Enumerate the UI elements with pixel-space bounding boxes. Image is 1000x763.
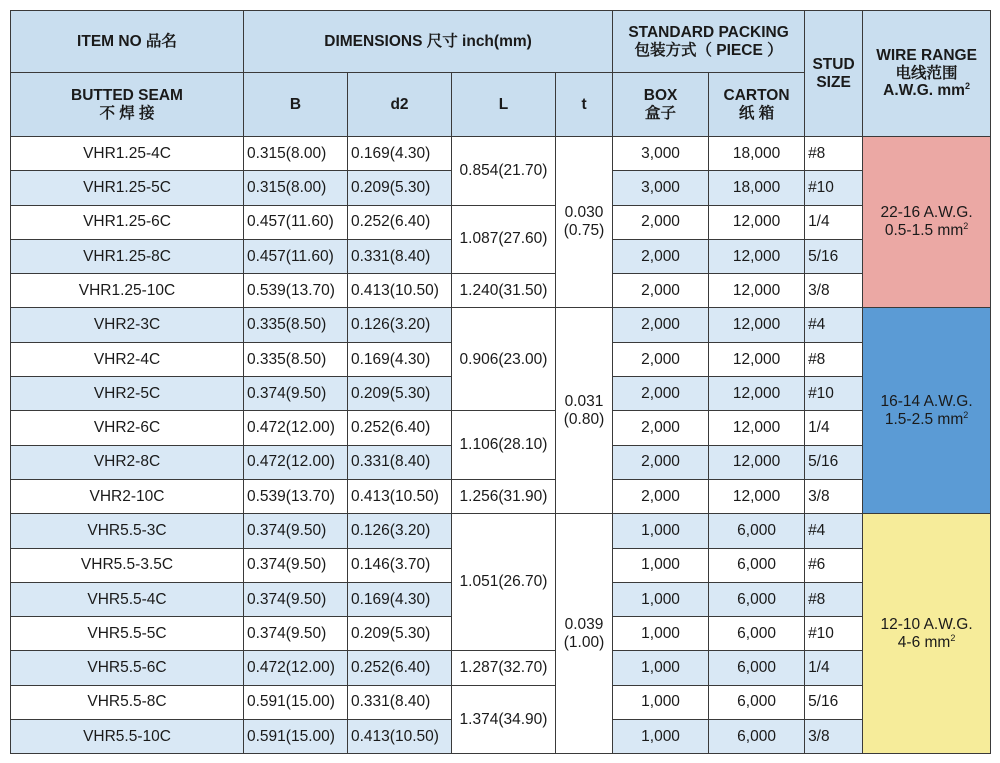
dim-b-cell: 0.591(15.00) — [244, 720, 348, 754]
box-qty-cell: 2,000 — [613, 411, 709, 445]
dim-b-cell: 0.335(8.50) — [244, 308, 348, 342]
box-header-line2: 盒子 — [645, 104, 677, 122]
carton-qty-cell: 12,000 — [709, 377, 805, 411]
dim-t-cell — [556, 514, 613, 754]
item-no-cell: VHR5.5-6C — [11, 651, 244, 685]
dim-d2-cell: 0.252(6.40) — [348, 411, 452, 445]
stud-size-cell: 3/8 — [805, 479, 863, 513]
box-qty-cell: 1,000 — [613, 617, 709, 651]
dim-l-cell: 1.051(26.70) — [452, 514, 556, 651]
box-qty-cell: 2,000 — [613, 239, 709, 273]
item-no-cell: VHR2-3C — [11, 308, 244, 342]
dim-l-cell: 1.287(32.70) — [452, 651, 556, 685]
seam-header-line1: BUTTED SEAM — [71, 86, 183, 104]
box-qty-cell: 3,000 — [613, 171, 709, 205]
dim-d2-cell: 0.413(10.50) — [348, 274, 452, 308]
dim-d2-cell: 0.252(6.40) — [348, 205, 452, 239]
stud-size-cell: #10 — [805, 171, 863, 205]
carton-qty-cell: 12,000 — [709, 308, 805, 342]
packing-header-line1: STANDARD PACKING — [628, 23, 789, 41]
dim-b-cell: 0.472(12.00) — [244, 411, 348, 445]
box-qty-cell: 1,000 — [613, 651, 709, 685]
stud-size-cell: 1/4 — [805, 411, 863, 445]
stud-size-header — [805, 11, 863, 137]
stud-header-line1: STUD — [812, 55, 855, 73]
wire-mm-sup: 2 — [963, 409, 969, 420]
t-value-line1: 0.031 — [564, 393, 604, 411]
t-value-line2: (0.75) — [563, 222, 605, 240]
carton-qty-cell: 6,000 — [709, 548, 805, 582]
table-row — [11, 479, 991, 513]
item-no-cell: VHR2-8C — [11, 445, 244, 479]
dim-l-cell: 1.240(31.50) — [452, 274, 556, 308]
wire-header-unit: A.W.G. mm — [883, 82, 965, 100]
carton-header — [709, 73, 805, 137]
item-no-cell: VHR5.5-10C — [11, 720, 244, 754]
carton-header-line1: CARTON — [723, 86, 790, 104]
dim-l-cell: 0.906(23.00) — [452, 308, 556, 411]
carton-qty-cell: 12,000 — [709, 342, 805, 376]
dim-d2-cell: 0.331(8.40) — [348, 685, 452, 719]
wire-range-cell — [863, 514, 991, 754]
item-no-cell: VHR2-4C — [11, 342, 244, 376]
item-no-cell: VHR2-10C — [11, 479, 244, 513]
box-qty-cell: 2,000 — [613, 479, 709, 513]
dim-d2-cell: 0.331(8.40) — [348, 445, 452, 479]
box-qty-cell: 2,000 — [613, 274, 709, 308]
stud-size-cell: 1/4 — [805, 651, 863, 685]
carton-qty-cell: 12,000 — [709, 411, 805, 445]
box-qty-cell: 2,000 — [613, 308, 709, 342]
dim-l-cell: 1.087(27.60) — [452, 205, 556, 274]
carton-qty-cell: 6,000 — [709, 617, 805, 651]
butted-seam-header — [11, 73, 244, 137]
carton-qty-cell: 6,000 — [709, 720, 805, 754]
dim-d2-cell: 0.169(4.30) — [348, 137, 452, 171]
dim-d2-cell: 0.331(8.40) — [348, 239, 452, 273]
dim-b-cell: 0.472(12.00) — [244, 651, 348, 685]
box-qty-cell: 2,000 — [613, 445, 709, 479]
table-row — [11, 411, 991, 445]
stud-size-cell: 1/4 — [805, 205, 863, 239]
dim-b-cell: 0.539(13.70) — [244, 479, 348, 513]
stud-size-cell: #4 — [805, 514, 863, 548]
box-qty-cell: 2,000 — [613, 205, 709, 239]
item-no-cell: VHR1.25-10C — [11, 274, 244, 308]
carton-qty-cell: 18,000 — [709, 137, 805, 171]
wire-header-line3 — [866, 82, 987, 100]
carton-qty-cell: 12,000 — [709, 274, 805, 308]
dim-b-cell: 0.591(15.00) — [244, 685, 348, 719]
stud-size-cell: #10 — [805, 377, 863, 411]
wire-awg: 22-16 A.W.G. — [880, 204, 973, 222]
box-qty-cell: 1,000 — [613, 685, 709, 719]
wire-header-sup: 2 — [964, 81, 970, 92]
dim-b-cell: 0.374(9.50) — [244, 514, 348, 548]
box-qty-cell: 1,000 — [613, 582, 709, 616]
item-no-cell: VHR2-5C — [11, 377, 244, 411]
wire-mm-sup: 2 — [950, 632, 956, 643]
carton-qty-cell: 6,000 — [709, 582, 805, 616]
dim-t-cell — [556, 137, 613, 308]
terminal-spec-table — [10, 10, 991, 754]
stud-size-cell: 5/16 — [805, 239, 863, 273]
stud-size-cell: #8 — [805, 137, 863, 171]
dim-b-cell: 0.374(9.50) — [244, 617, 348, 651]
col-l-header: L — [452, 73, 556, 137]
dim-d2-cell: 0.146(3.70) — [348, 548, 452, 582]
dim-b-cell: 0.374(9.50) — [244, 582, 348, 616]
box-qty-cell: 2,000 — [613, 342, 709, 376]
item-no-cell: VHR5.5-5C — [11, 617, 244, 651]
dim-b-cell: 0.315(8.00) — [244, 137, 348, 171]
dim-b-cell: 0.315(8.00) — [244, 171, 348, 205]
wire-awg: 12-10 A.W.G. — [880, 615, 973, 633]
dim-d2-cell: 0.126(3.20) — [348, 514, 452, 548]
carton-qty-cell: 12,000 — [709, 445, 805, 479]
carton-qty-cell: 12,000 — [709, 239, 805, 273]
carton-qty-cell: 12,000 — [709, 479, 805, 513]
wire-range-cell — [863, 308, 991, 514]
dim-b-cell: 0.374(9.50) — [244, 548, 348, 582]
dim-l-cell: 0.854(21.70) — [452, 137, 556, 206]
table-body — [11, 137, 991, 754]
dim-d2-cell: 0.209(5.30) — [348, 171, 452, 205]
stud-header-line2: SIZE — [816, 73, 851, 91]
stud-size-cell: #8 — [805, 342, 863, 376]
wire-mm — [866, 222, 987, 240]
table-row — [11, 205, 991, 239]
dim-d2-cell: 0.413(10.50) — [348, 720, 452, 754]
item-no-cell: VHR5.5-4C — [11, 582, 244, 616]
dim-l-cell: 1.106(28.10) — [452, 411, 556, 480]
item-no-header: ITEM NO 品名 — [11, 11, 244, 73]
dim-d2-cell: 0.209(5.30) — [348, 617, 452, 651]
carton-qty-cell: 6,000 — [709, 514, 805, 548]
dim-l-cell: 1.374(34.90) — [452, 685, 556, 754]
col-d2-header: d2 — [348, 73, 452, 137]
wire-header-line2: 电线范围 — [895, 64, 958, 82]
dimensions-header: DIMENSIONS 尺寸 inch(mm) — [244, 11, 613, 73]
stud-size-cell: #6 — [805, 548, 863, 582]
dim-d2-cell: 0.252(6.40) — [348, 651, 452, 685]
col-b-header: B — [244, 73, 348, 137]
packing-header — [613, 11, 805, 73]
box-qty-cell: 2,000 — [613, 377, 709, 411]
dim-b-cell: 0.539(13.70) — [244, 274, 348, 308]
dim-l-cell: 1.256(31.90) — [452, 479, 556, 513]
item-no-cell: VHR2-6C — [11, 411, 244, 445]
wire-mm-sup: 2 — [963, 221, 969, 232]
wire-mm — [866, 634, 987, 652]
dim-d2-cell: 0.209(5.30) — [348, 377, 452, 411]
box-qty-cell: 3,000 — [613, 137, 709, 171]
stud-size-cell: 5/16 — [805, 685, 863, 719]
carton-header-line2: 纸 箱 — [738, 104, 775, 122]
stud-size-cell: 3/8 — [805, 274, 863, 308]
t-value-line2: (0.80) — [563, 410, 605, 428]
stud-size-cell: 5/16 — [805, 445, 863, 479]
packing-header-line2: 包装方式（ PIECE ） — [634, 41, 783, 59]
dim-b-cell: 0.472(12.00) — [244, 445, 348, 479]
box-qty-cell: 1,000 — [613, 514, 709, 548]
wire-mm-value: 4-6 mm — [897, 633, 951, 651]
dim-b-cell: 0.457(11.60) — [244, 239, 348, 273]
seam-header-line2: 不 焊 接 — [99, 104, 155, 122]
wire-range-cell — [863, 137, 991, 308]
table-row — [11, 514, 991, 548]
t-value-line1: 0.030 — [564, 204, 604, 222]
dim-b-cell: 0.335(8.50) — [244, 342, 348, 376]
dim-b-cell: 0.374(9.50) — [244, 377, 348, 411]
box-qty-cell: 1,000 — [613, 720, 709, 754]
item-no-cell: VHR1.25-6C — [11, 205, 244, 239]
carton-qty-cell: 6,000 — [709, 685, 805, 719]
item-no-cell: VHR5.5-8C — [11, 685, 244, 719]
wire-mm-value: 0.5-1.5 mm — [884, 222, 964, 240]
box-header — [613, 73, 709, 137]
item-no-cell: VHR1.25-8C — [11, 239, 244, 273]
item-no-cell: VHR5.5-3.5C — [11, 548, 244, 582]
wire-range-header — [863, 11, 991, 137]
stud-size-cell: #10 — [805, 617, 863, 651]
box-header-line1: BOX — [643, 86, 678, 104]
item-no-cell: VHR1.25-4C — [11, 137, 244, 171]
table-row — [11, 274, 991, 308]
wire-mm-value: 1.5-2.5 mm — [884, 410, 964, 428]
dim-d2-cell: 0.413(10.50) — [348, 479, 452, 513]
carton-qty-cell: 6,000 — [709, 651, 805, 685]
table-row — [11, 685, 991, 719]
wire-awg: 16-14 A.W.G. — [880, 393, 973, 411]
wire-mm — [866, 411, 987, 429]
t-value-line2: (1.00) — [563, 633, 605, 651]
stud-size-cell: #8 — [805, 582, 863, 616]
dim-d2-cell: 0.169(4.30) — [348, 582, 452, 616]
t-value-line1: 0.039 — [564, 615, 604, 633]
carton-qty-cell: 12,000 — [709, 205, 805, 239]
carton-qty-cell: 18,000 — [709, 171, 805, 205]
dim-t-cell — [556, 308, 613, 514]
stud-size-cell: 3/8 — [805, 720, 863, 754]
table-row — [11, 308, 991, 342]
box-qty-cell: 1,000 — [613, 548, 709, 582]
dim-d2-cell: 0.169(4.30) — [348, 342, 452, 376]
stud-size-cell: #4 — [805, 308, 863, 342]
wire-header-line1: WIRE RANGE — [876, 46, 977, 64]
dim-b-cell: 0.457(11.60) — [244, 205, 348, 239]
col-t-header: t — [556, 73, 613, 137]
item-no-cell: VHR5.5-3C — [11, 514, 244, 548]
dim-d2-cell: 0.126(3.20) — [348, 308, 452, 342]
table-row — [11, 137, 991, 171]
item-no-cell: VHR1.25-5C — [11, 171, 244, 205]
table-row — [11, 651, 991, 685]
